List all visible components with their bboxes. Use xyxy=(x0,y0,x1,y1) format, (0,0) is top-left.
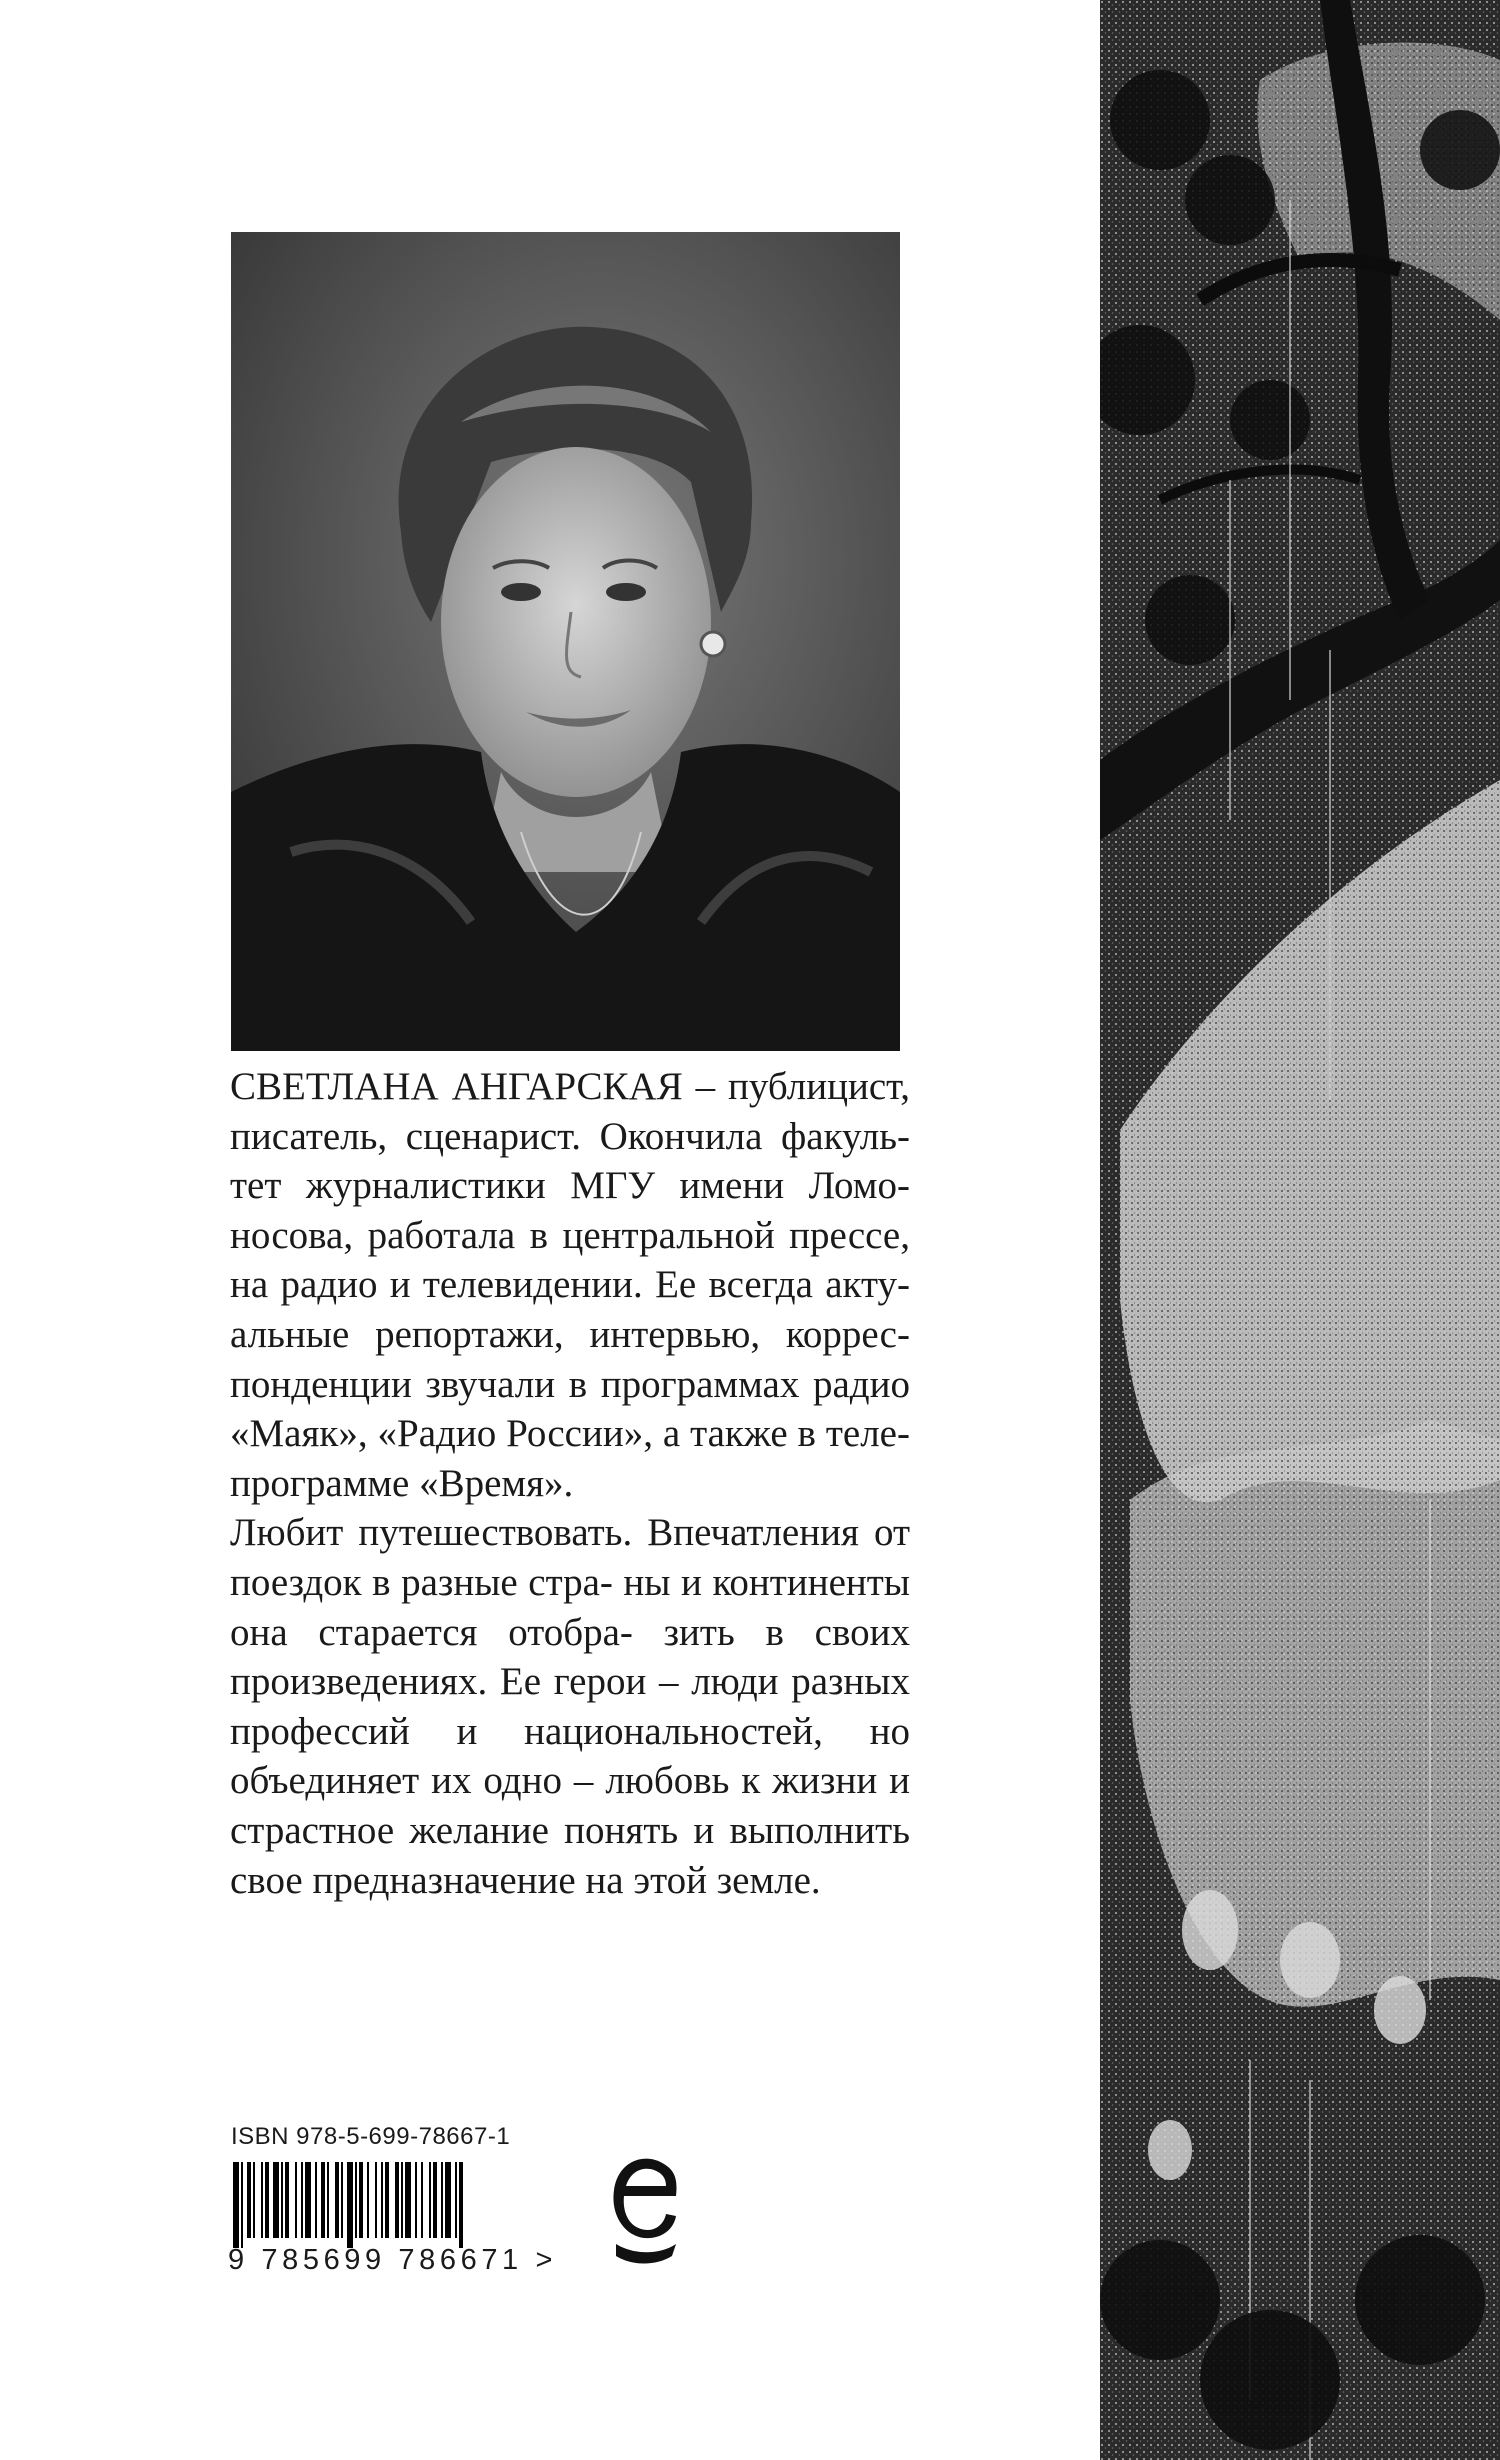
barcode-bar xyxy=(273,2162,279,2238)
barcode-bar xyxy=(247,2162,251,2238)
barcode-bar xyxy=(335,2162,339,2238)
barcode-bar xyxy=(261,2162,263,2238)
barcode-bar xyxy=(321,2162,325,2238)
barcode-bar xyxy=(233,2162,239,2248)
barcode xyxy=(231,2162,541,2253)
isbn-label: ISBN 978-5-699-78667-1 xyxy=(231,2123,511,2150)
barcode-bar xyxy=(301,2162,303,2238)
barcode-bar xyxy=(415,2162,417,2238)
barcode-bar xyxy=(445,2162,451,2238)
barcode-bar xyxy=(381,2162,383,2238)
barcode-bar xyxy=(441,2162,443,2238)
barcode-bar xyxy=(253,2162,255,2238)
barcode-bar xyxy=(405,2162,411,2238)
barcode-bar xyxy=(421,2162,423,2238)
barcode-bar xyxy=(367,2162,369,2238)
publisher-logo-icon xyxy=(606,2144,684,2277)
cover-illustration xyxy=(1100,0,1500,2460)
barcode-bar xyxy=(305,2162,311,2238)
author-bio xyxy=(230,1062,910,1905)
bio-paragraph: СВЕТЛАНА АНГАРСКАЯ – публицист, писатель, сценарист. Окончила факультет журналистики МГУ имени Ломоносова, работала в центральной прессе, на радио и телевидении. Ее всегда актуальные репортажи, интервью, корреспонденции звучали в программах радио «Маяк», «Радио России», а также в телепрограмме «Время». xyxy=(230,1065,910,1505)
author-photo xyxy=(231,232,900,1051)
barcode-bar xyxy=(265,2162,269,2238)
bio-paragraph: Любит путешествовать. Впечатления от поездок в разные стра- ны и континенты она старается отобра- зить в своих произведениях. Ее герои – люди разных профессий и национальностей, но объединяет их одно – любовь к жизни и страстное желание понять и выполнить свое предназначение на этой земле. xyxy=(230,1511,910,1902)
barcode-bar xyxy=(429,2162,431,2238)
barcode-bar xyxy=(385,2162,389,2238)
barcode-bar xyxy=(433,2162,437,2238)
barcode-digits: 9 785699 786671 > xyxy=(228,2244,557,2276)
barcode-bar xyxy=(375,2162,377,2238)
barcode-bar xyxy=(285,2162,289,2238)
barcode-bar xyxy=(315,2162,317,2238)
barcode-bar xyxy=(401,2162,403,2238)
barcode-bar xyxy=(395,2162,399,2238)
barcode-bar xyxy=(281,2162,283,2238)
barcode-bar xyxy=(295,2162,297,2238)
barcode-bar xyxy=(355,2162,357,2238)
barcode-bar xyxy=(341,2162,343,2238)
barcode-bar xyxy=(241,2162,243,2248)
barcode-bar xyxy=(347,2162,353,2248)
barcode-bar xyxy=(459,2162,463,2248)
barcode-bar xyxy=(327,2162,329,2238)
barcode-bar xyxy=(359,2162,363,2238)
barcode-bar xyxy=(455,2162,457,2238)
